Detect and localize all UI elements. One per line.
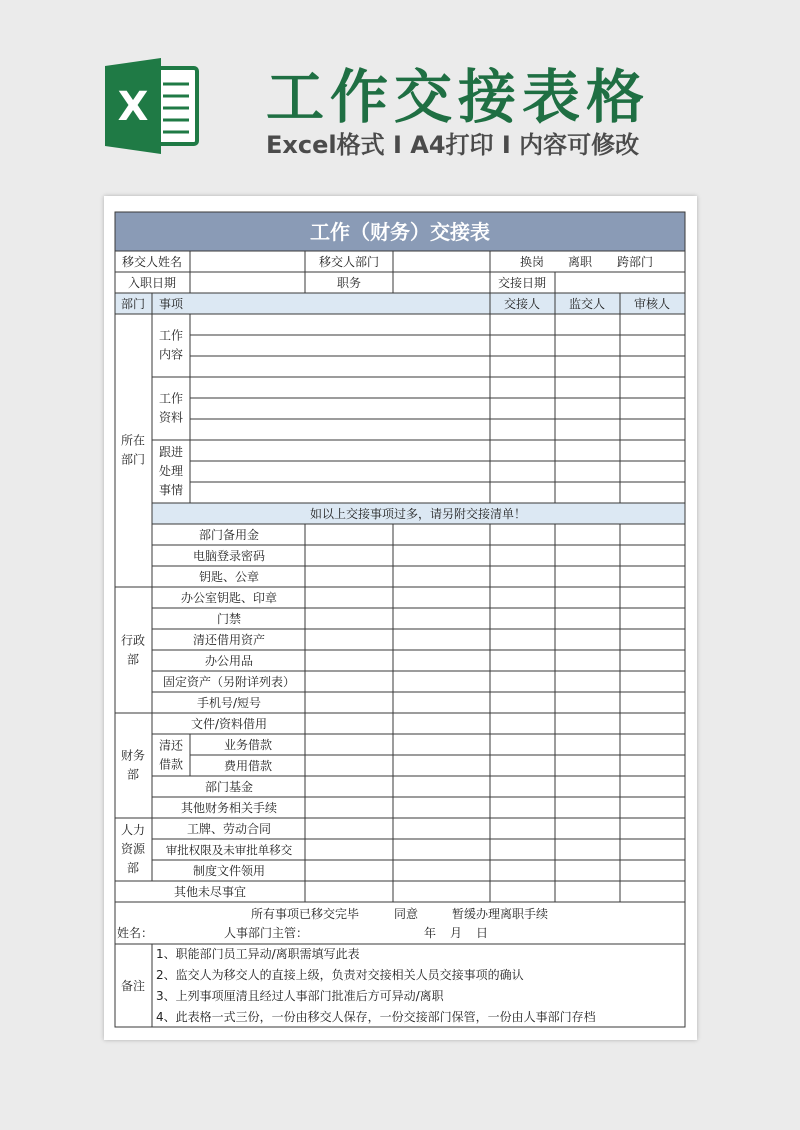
hr-item: 制度文件领用 <box>192 864 266 878</box>
option-resign: 离职 <box>567 255 593 269</box>
label-work-content <box>159 329 183 362</box>
col-item: 事项 <box>158 297 184 311</box>
admin-item: 办公室钥匙、印章 <box>180 591 278 605</box>
option-cross-dept: 跨部门 <box>616 255 654 269</box>
label-position: 职务 <box>336 276 362 290</box>
label-handover-date: 交接日期 <box>497 276 547 290</box>
remark-line: 3、上列事项厘清且经过人事部门批准后方可异动/离职 <box>156 989 444 1003</box>
sign-year: 年 <box>423 926 437 940</box>
sign-name-label: 姓名： <box>117 926 154 940</box>
vertical-label-line: 部 <box>126 861 140 875</box>
section-admin <box>121 633 145 667</box>
vertical-label-line: 资源 <box>120 842 146 856</box>
vertical-label-line: 内容 <box>158 347 184 362</box>
item-pc-password: 电脑登录密码 <box>192 549 266 563</box>
item-petty-cash: 部门备用金 <box>198 528 260 542</box>
remark-line: 1、职能部门员工异动/离职需填写此表 <box>156 947 360 961</box>
vertical-label-line: 财务 <box>120 748 146 763</box>
vertical-label-line: 部 <box>126 767 140 782</box>
label-clear-loans <box>159 738 184 772</box>
note-text: 如以上交接事项过多，请另附交接清单！ <box>309 507 527 521</box>
vertical-label-line: 资料 <box>158 410 184 425</box>
excel-icon-letter: X <box>117 84 149 130</box>
vertical-label-line: 人力 <box>120 823 146 837</box>
sign-defer: 暂缓办理离职手续 <box>451 907 549 921</box>
section-own-dept <box>121 434 145 467</box>
finance-dept-fund: 部门基金 <box>204 780 254 794</box>
vertical-label-line: 处理 <box>158 464 184 478</box>
finance-expense-loan: 费用借款 <box>223 759 273 773</box>
label-transferor-dept: 移交人部门 <box>318 255 380 269</box>
hr-item: 工牌、劳动合同 <box>186 822 272 836</box>
admin-item: 门禁 <box>216 612 242 626</box>
label-work-materials <box>159 392 183 425</box>
col-supervisor: 监交人 <box>568 297 606 311</box>
vertical-label-line: 工作 <box>158 328 184 343</box>
label-transferor-name: 移交人姓名 <box>121 255 183 269</box>
sign-day: 日 <box>475 926 489 940</box>
other-matters: 其他未尽事宜 <box>173 885 247 899</box>
vertical-label-line: 部 <box>126 652 140 667</box>
vertical-label-line: 跟进 <box>158 445 184 459</box>
remark-line: 4、此表格一式三份，一份由移交人保存，一份交接部门保管，一份由人事部门存档 <box>156 1010 596 1024</box>
col-reviewer: 审核人 <box>633 297 671 311</box>
sign-agree: 同意 <box>393 907 419 921</box>
vertical-label-line: 部门 <box>120 452 146 467</box>
vertical-label-line: 工作 <box>158 391 184 406</box>
section-finance <box>121 748 145 782</box>
finance-doc-borrow: 文件/资料借用 <box>190 717 268 731</box>
label-hire-date: 入职日期 <box>127 276 177 290</box>
finance-business-loan: 业务借款 <box>223 738 273 752</box>
admin-item: 固定资产（另附详列表） <box>162 675 296 689</box>
vertical-label-line: 清还 <box>158 738 184 753</box>
col-receiver: 交接人 <box>503 297 541 311</box>
form-title: 工作（财务）交接表 <box>310 220 490 244</box>
form-sheet <box>104 196 697 1040</box>
label-follow-up <box>159 444 183 497</box>
sign-month: 月 <box>449 926 463 940</box>
admin-item: 办公用品 <box>204 654 254 668</box>
vertical-label-line: 借款 <box>158 757 184 772</box>
vertical-label-line: 行政 <box>120 633 146 648</box>
item-keys-stamps: 钥匙、公章 <box>198 570 260 584</box>
remark-line: 2、监交人为移交人的直接上级，负责对交接相关人员交接事项的确认 <box>156 968 524 982</box>
handover-form <box>104 196 697 1040</box>
page-title: 工作交接表格 <box>266 63 651 131</box>
option-transfer: 换岗 <box>519 255 545 269</box>
page-subtitle: Excel格式 I A4打印 I 内容可修改 <box>266 131 640 159</box>
sign-hr-manager: 人事部门主管： <box>224 926 309 940</box>
remarks-label: 备注 <box>120 979 146 993</box>
finance-other: 其他财务相关手续 <box>180 801 278 815</box>
admin-item: 清还借用资产 <box>192 633 266 647</box>
hr-item: 审批权限及未审批单移交 <box>165 843 293 857</box>
section-hr <box>121 822 146 875</box>
admin-item: 手机号/短号 <box>196 696 262 710</box>
vertical-label-line: 所在 <box>120 433 146 448</box>
vertical-label-line: 事情 <box>158 483 184 497</box>
excel-icon <box>103 58 203 154</box>
sign-completed: 所有事项已移交完毕 <box>250 907 360 921</box>
col-dept: 部门 <box>120 297 146 311</box>
